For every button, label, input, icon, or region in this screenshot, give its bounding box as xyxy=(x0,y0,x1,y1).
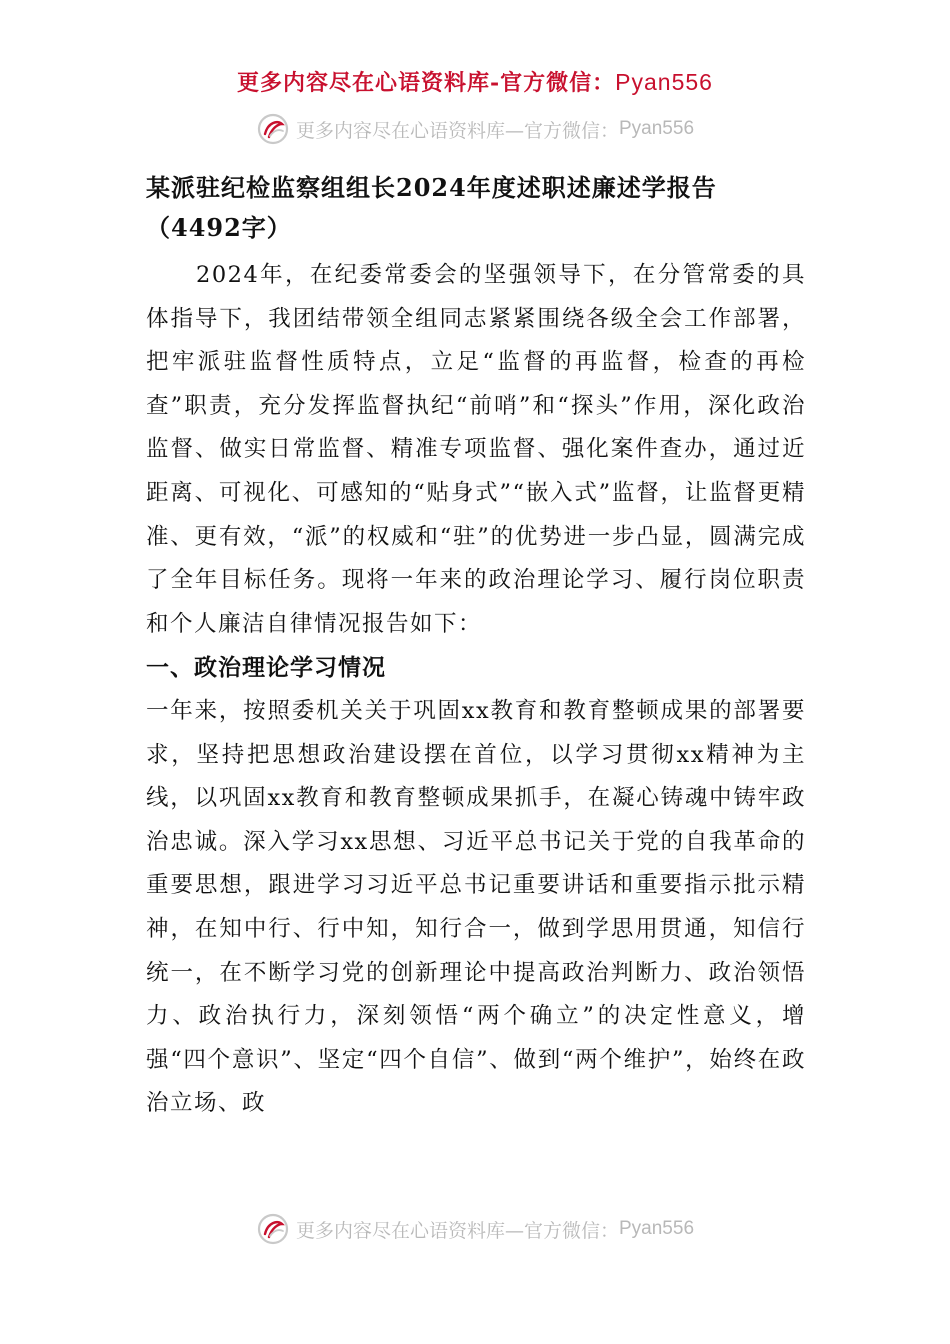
banner-text: 更多内容尽在心语资料库-官方微信： xyxy=(237,70,616,96)
watermark-wechat-id: Pyan556 xyxy=(619,1218,695,1239)
intro-paragraph: 2024年，在纪委常委会的坚强领导下，在分管常委的具体指导下，我团结带领全组同志紧紧围绕各级全会工作部署，把牢派驻监督性质特点，立足“监督的再监督，检查的再检查”职责，充分发挥监督执纪“前哨”和“探头”作用，深化政治监督、做实日常监督、精准专项监督、强化案件查办，通过近距离、可视化、可感知的“贴身式”“嵌入式”监督，让监督更精准、更有效，“派”的权威和“驻”的优势进一步凸显，圆满完成了全年目标任务。现将一年来的政治理论学习、履行岗位职责和个人廉洁自律情况报告如下： xyxy=(146,262,806,637)
watermark-bottom xyxy=(0,1212,950,1246)
watermark-text: 更多内容尽在心语资料库—官方微信： xyxy=(295,119,619,142)
watermark-top xyxy=(0,112,950,146)
swirl-logo-icon xyxy=(256,1212,290,1246)
watermark-wechat-id: Pyan556 xyxy=(619,118,695,139)
section-heading: 一、政治理论学习情况 xyxy=(146,654,386,682)
watermark-text: 更多内容尽在心语资料库—官方微信： xyxy=(295,1219,619,1242)
document-title: 某派驻纪检监察组组长2024年度述职述廉述学报告（4492字） xyxy=(146,173,717,242)
document-body xyxy=(146,168,806,1126)
top-banner xyxy=(0,66,950,97)
banner-wechat-id: Pyan556 xyxy=(615,69,713,95)
section-paragraph: 一年来，按照委机关关于巩固xx教育和教育整顿成果的部署要求，坚持把思想政治建设摆在首位，以学习贯彻xx精神为主线，以巩固xx教育和教育整顿成果抓手，在凝心铸魂中铸牢政治忠诚。深入学习xx思想、习近平总书记关于党的自我革命的重要思想，跟进学习习近平总书记重要讲话和重要指示批示精神，在知中行、行中知，知行合一，做到学思用贯通，知信行统一，在不断学习党的创新理论中提高政治判断力、政治领悟力、政治执行力，深刻领悟“两个确立”的决定性意义，增强“四个意识”、坚定“四个自信”、做到“两个维护”，始终在政治立场、政 xyxy=(146,697,806,1117)
swirl-logo-icon xyxy=(256,112,290,146)
